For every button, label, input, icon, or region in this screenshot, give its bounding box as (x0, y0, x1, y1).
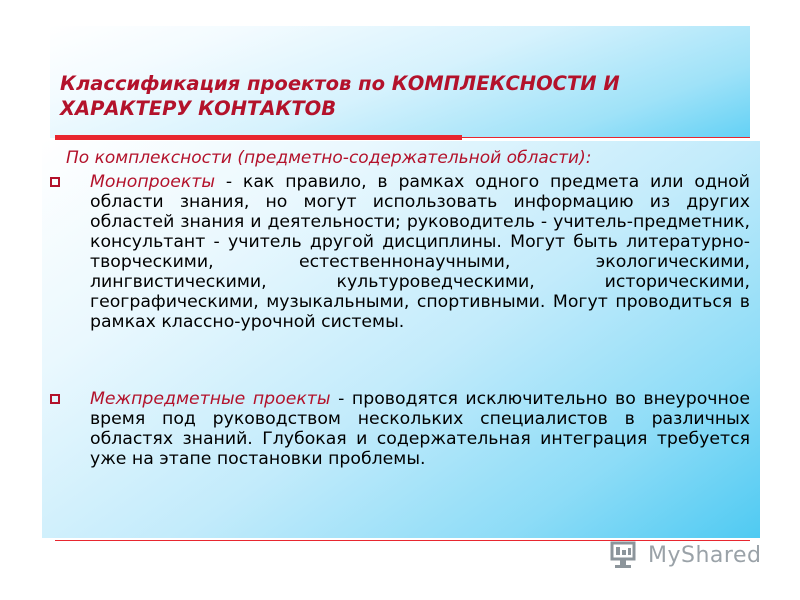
bullet-description: - как правило, в рамках одного предмета или одной области знания, но могут использовать информацию из других областей знания и деятельности; руководитель - учитель-предметник, консультант - учитель другой дисциплины. Могут быть литературно-творческими, естественнонаучными, экологическими, лингвистическими, культуроведческими, историческими, географическими, музыкальными, спортивными. Могут проводиться в рамках классно-урочной системы. (90, 172, 750, 332)
bullet-text (90, 389, 750, 469)
slide-title: Классификация проектов по КОМПЛЕКСНОСТИ И ХАРАКТЕРУ КОНТАКТОВ (60, 72, 620, 120)
bullet-item-interdisciplinary (50, 389, 750, 469)
watermark-logo (608, 539, 768, 573)
square-bullet-icon (50, 177, 60, 187)
bullet-term: Межпредметные проекты (90, 389, 331, 409)
title-underline (55, 137, 750, 138)
bullet-term: Монопроекты (90, 172, 215, 192)
section-subtitle: По комплексности (предметно-содержательной области): (66, 148, 592, 168)
monitor-icon (608, 539, 644, 571)
bullet-description: - проводятся исключительно во внеурочное время под руководством нескольких специалистов в различных областях знаний. Глубокая и содержательная интеграция требуется уже на этапе постановки проблемы. (90, 389, 750, 469)
watermark-text: MyShared (648, 543, 762, 568)
square-bullet-icon (50, 394, 60, 404)
bullet-text (90, 172, 750, 332)
bullet-item-monoprojects (50, 172, 750, 332)
